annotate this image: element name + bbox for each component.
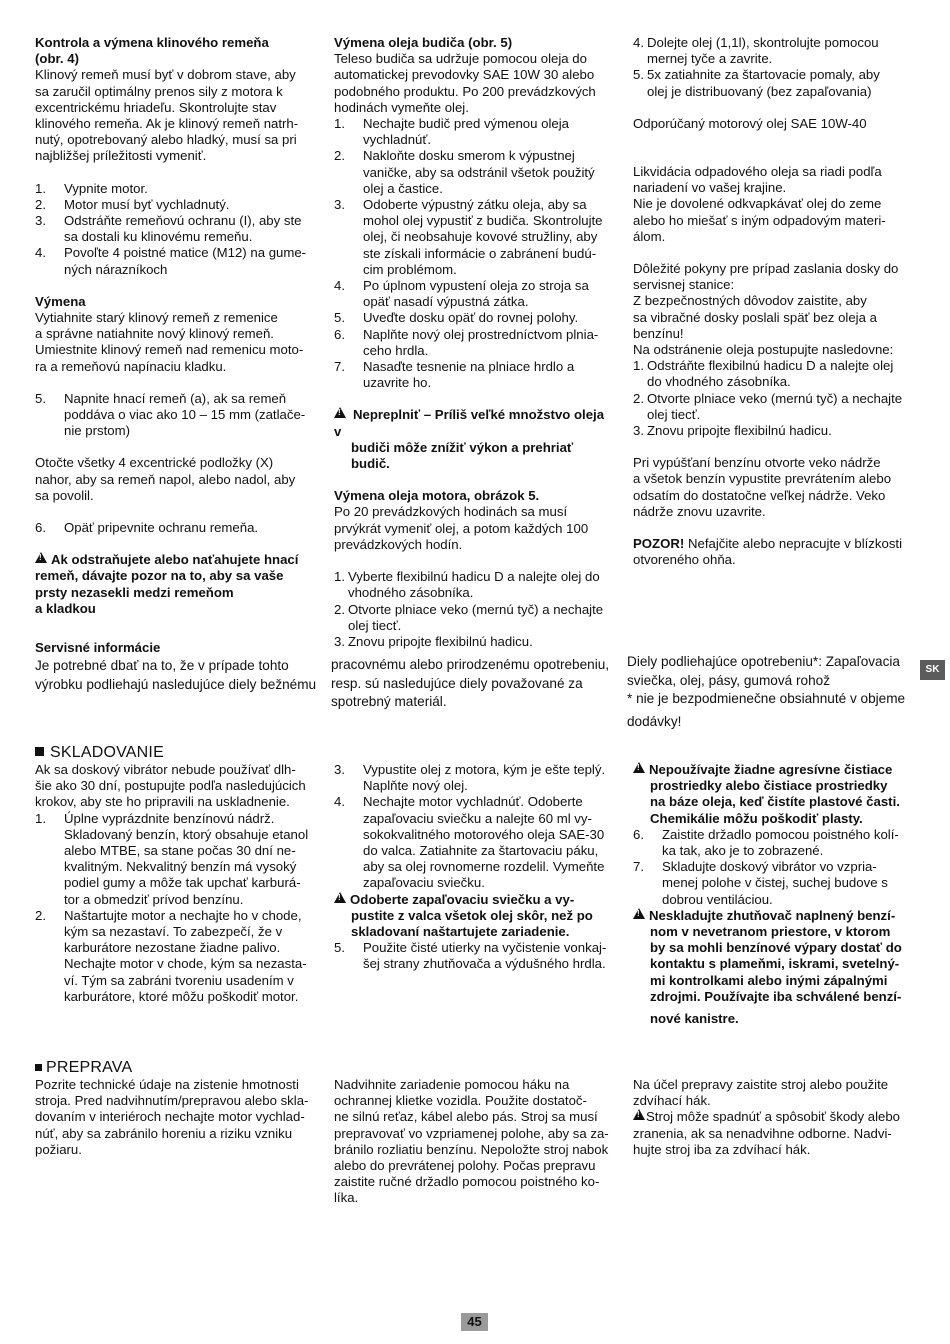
list-item: 5. Použite čisté utierky na vyčistenie vonkaj- šej strany zhutňovača a výdušného hrdla. [334,940,607,972]
belt-warning: !Ak odstraňujete alebo naťahujete hnací remeň, dávajte pozor na to, aby sa vaše prsty nezasekli medzi remeňom a kladkou [35,552,311,617]
list-item: 1. Vyberte flexibilnú hadicu D a nalejte olej do vhodného zásobníka. [334,569,600,601]
list-item: 6. Zaistite držadlo pomocou poistného kolí- ka tak, ako je to zobrazené. [633,826,899,859]
storage-col2 [334,762,616,973]
transport-text-1: Pozrite technické údaje na zistenie hmotnosti stroja. Pred nadvihnutím/prepravou alebo skla- dovaním v interiéroch nechajte motor vychlad- núť, aby sa zabránilo horeniu a riziku vzniku požiaru. [35,1077,309,1157]
list-item: 3. Odoberte výpustný zátku oleja, aby sa mohol olej vypustiť z budiča. Skontrolujte olej, či neobsahuje kovové stružliny, aby ste získali informácie o zabránení budú- cim problémom. [334,197,603,277]
storage-intro: Ak sa doskový vibrátor nebude používať dlh- šie ako 30 dní, postupujte podľa nasledujúcich krokov, aby ste ho pripravili na uskladnenie. [35,762,306,810]
storage-steps-1 [35,811,317,1005]
engine-oil-intro: Po 20 prevádzkových hodinách sa musí prvýkrát vymeniť olej, a potom každých 100 prevádzkových hodín. [334,504,589,552]
list-item: 5. 5x zatiahnite za štartovacie pomaly, aby olej je distribuovaný (bez zapaľovania) [633,67,880,99]
exciter-steps [334,116,612,391]
heading-exciter-oil: Výmena oleja budiča (obr. 5) [334,35,513,50]
service-info: Servisné informácie Je potrebné dbať na to, že v prípade tohto výrobku podliehajú nasledujúce diely bežnému [35,640,317,692]
heading-engine-oil: Výmena oleja motora, obrázok 5. [334,488,540,504]
list-item: 2. Nakloňte dosku smerom k výpustnej vaničke, aby sa odstránil všetok použitý olej a častice. [334,148,595,196]
replacement-text: Vytiahnite starý klinový remeň z remenice a správne natiahnite nový klinový remeň. Umiestnite klinový remeň nad remenicu moto- ra a remeňovú napínaciu kladku. [35,310,304,374]
overfill-warning: !Nepreplniť – Príliš veľké množstvo oleja v budiči môže znížiť výkon a prehriať budič. [334,407,612,472]
fuel-drain-text: Pri vypúšťaní benzínu otvorte veko nádrže a všetok benzín vypustite prevrátením alebo odsatím do dostatočne veľkej nádrže. Veko nádrže znovu uzavrite. [633,455,892,519]
warning-icon [334,407,346,418]
heading-service-info: Servisné informácie [35,640,161,655]
heading-transport: PREPRAVA [35,1059,317,1077]
list-item: 2. Otvorte plniace veko (mernú tyč) a nechajte olej tiecť. [334,601,604,633]
list-item: 1. Úplne vyprázdnite benzínovú nádrž. Skladovaný benzín, ktorý obsahuje etanol alebo MTBE, sa stane počas 30 dní ne- kvalitným. Nekvalitný benzín má vysoký podiel gumy a môže tak upchať karburá- tor a obmedziť prívod benzínu. [35,810,309,907]
list-item: 4. Nechajte motor vychladnúť. Odoberte zapaľovaciu sviečku a nalejte 60 ml vy- sokokvalitného motorového oleja SAE-30 do valca. Zatiahnite za štartovaciu páku, aby sa olej rovnomerne rozdelil. Vymeňte zapaľovaciu sviečku. [334,794,605,891]
service-info-col3: Diely podliehajúce opotrebeniu*: Zapaľovacia sviečka, olej, pásy, gumová rohož * nie je bezpodmienečne obsiahnuté v objeme dodávky! [627,654,906,729]
page-number: 45 [461,1313,488,1331]
column-2 [334,35,612,650]
fuel-storage-warning: !Neskladujte zhutňovač naplnený benzí- nom v nevetranom priestore, v ktorom by sa mohli benzínové výpary dostať do kontaktu s plameňmi, iskrami, svetelný- mi kontrolkami alebo inými zápalnými zdrojmi. Používajte iba schválené benzí- nové kanistre. [633,908,915,1027]
spark-plug-warning: !Odoberte zapaľovaciu sviečku a vy- pustite z valca všetok olej skôr, než po skladovaní naštartujete zariadenie. [334,892,616,941]
list-item: 4. Dolejte olej (1,1l), skontrolujte pomocou mernej tyče a zavrite. [633,35,879,67]
heading-storage: SKLADOVANIE [35,744,317,762]
belt-steps [35,181,311,278]
language-tab: SK [920,660,945,680]
heading-replacement: Výmena [35,293,86,309]
column-3 [633,35,915,568]
list-item: 1. Odstráňte flexibilnú hadicu D a nalejte olej do vhodného zásobníka. [633,358,894,390]
caution-note: POZOR! Nefajčite alebo nepracujte v blízkosti otvoreného ohňa. [633,536,903,568]
list-item: 7. Skladujte doskový vibrátor vo vzpria- menej polohe v čistej, suchej budove s dobrou ventiláciou. [633,859,888,907]
list-item: 2. Motor musí byť vychladnutý. [35,196,230,212]
list-item: 4. Po úplnom vypustení oleja zo stroja sa opäť nasadí výpustná zátka. [334,278,589,310]
list-item: 6. Naplňte nový olej prostredníctvom plnia- ceho hrdla. [334,326,599,358]
list-item: 5. Napnite hnací remeň (a), ak sa remeň poddáva o viac ako 10 – 15 mm (zatlače- nie prstom) [35,390,306,439]
list-item: 3. Odstráňte remeňovú ochranu (I), aby ste sa dostali ku klinovému remeňu. [35,213,302,245]
oil-disposal: Likvidácia odpadového oleja sa riadi podľa nariadení vo vašej krajine. Nie je dovolené odkvapkávať olej do zeme alebo ho miešať s iným odpadovým materi- álom. [633,164,886,244]
engine-oil-steps-cont [633,35,915,100]
service-shipping-notes: Dôležité pokyny pre prípad zaslania dosky do servisnej stanice: Z bezpečnostných dôvodov zaistite, aby sa vibračné dosky poslali späť bez oleja a benzínu! Na odstránenie oleja postupujte nasledovne: [633,261,899,358]
list-item: 5. Uveďte dosku opäť do rovnej polohy. [334,310,579,326]
warning-icon [334,892,346,903]
list-item: 4. Povoľte 4 poistné matice (M12) na gume- ných nárazníkoch [35,245,307,277]
eccentric-text: Otočte všetky 4 excentrické podložky (X) nahor, aby sa remeň napol, alebo nadol, aby sa povolil. [35,455,296,503]
list-item: 3. Znovu pripojte flexibilnú hadicu. [633,423,832,439]
warning-icon [633,908,645,919]
warning-icon [633,762,645,773]
storage-col3 [633,762,915,1027]
transport-section [35,1059,317,1158]
list-item: 2. Otvorte plniace veko (mernú tyč) a nechajte olej tiecť. [633,390,903,422]
column-1 [35,35,311,617]
heading-belt-check: Kontrola a výmena klinového remeňa [35,35,269,50]
service-info-col2: pracovnému alebo prirodzenému opotrebeniu, resp. sú nasledujúce diely považované za spotrebný materiál. [331,657,610,709]
section-bullet-icon [35,747,44,756]
belt-intro: Klinový remeň musí byť v dobrom stave, aby sa zaručil optimálny prenos sily z motora k excentrickému hriadeľu. Skontrolujte stav klinového remeňa. Ak je klinový remeň natrh- nutý, opotrebovaný alebo hladký, musí sa pri najbližšej príležitosti vymeniť. [35,67,299,164]
heading-belt-check-fig: (obr. 4) [35,51,79,67]
oil-removal-steps [633,358,915,439]
list-item: 7. Nasaďte tesnenie na plniace hrdlo a uzavrite ho. [334,359,575,391]
warning-icon [35,552,47,563]
section-bullet-icon [35,1064,42,1071]
transport-text-3: Na účel prepravy zaistite stroj alebo použite zdvíhací hák. !Stroj môže spadnúť a spôsobiť škody alebo zranenia, ak sa nenadvihne odborne. Nadvi- hujte stroj iba za zdvíhací hák. [633,1077,915,1158]
engine-oil-steps [334,569,612,650]
list-item: 1. Nechajte budič pred výmenou oleja vychladnúť. [334,116,569,148]
warning-icon [633,1109,645,1120]
list-item: 2. Naštartujte motor a nechajte ho v chode, kým sa nezastaví. To zabezpečí, že v karburátore nezostane žiadne palivo. Nechajte motor v chode, kým sa nezasta- ví. Tým sa zabráni tvoreniu usadením v karburátore, ktoré môžu poškodiť motor. [35,907,307,1004]
transport-text-2: Nadvihnite zariadenie pomocou háku na ochrannej klietke vozidla. Použite dostatoč- ne silnú reťaz, kábel alebo pás. Stroj sa musí prepravovať vo vzpriamenej polohe, aby sa za- bránilo rozliatiu benzínu. Nepoložte stroj nabok alebo do prevrátenej polohy. Počas prepravu zaistite ručné držadlo pomocou poistného ko- líka. [334,1077,609,1206]
cleaner-warning: !Nepoužívajte žiadne agresívne čistiace prostriedky alebo čistiace prostriedky na báze oleja, keď čistíte plastové časti. Chemikálie môžu poškodiť plasty. [633,762,915,827]
exciter-intro: Teleso budiča sa udržuje pomocou oleja do automatickej prevodovky SAE 10W 30 alebo podobného produktu. Po 200 prevádzkových hodinách vymeňte olej. [334,51,596,115]
list-item: 6. Opäť pripevnite ochranu remeňa. [35,520,259,536]
list-item: 1. Vypnite motor. [35,180,148,196]
list-item: 3. Vypustite olej z motora, kým je ešte teplý. Naplňte nový olej. [334,762,606,794]
list-item: 3. Znovu pripojte flexibilnú hadicu. [334,633,533,649]
recommended-oil: Odporúčaný motorový olej SAE 10W-40 [633,115,867,131]
storage-section [35,744,317,1005]
